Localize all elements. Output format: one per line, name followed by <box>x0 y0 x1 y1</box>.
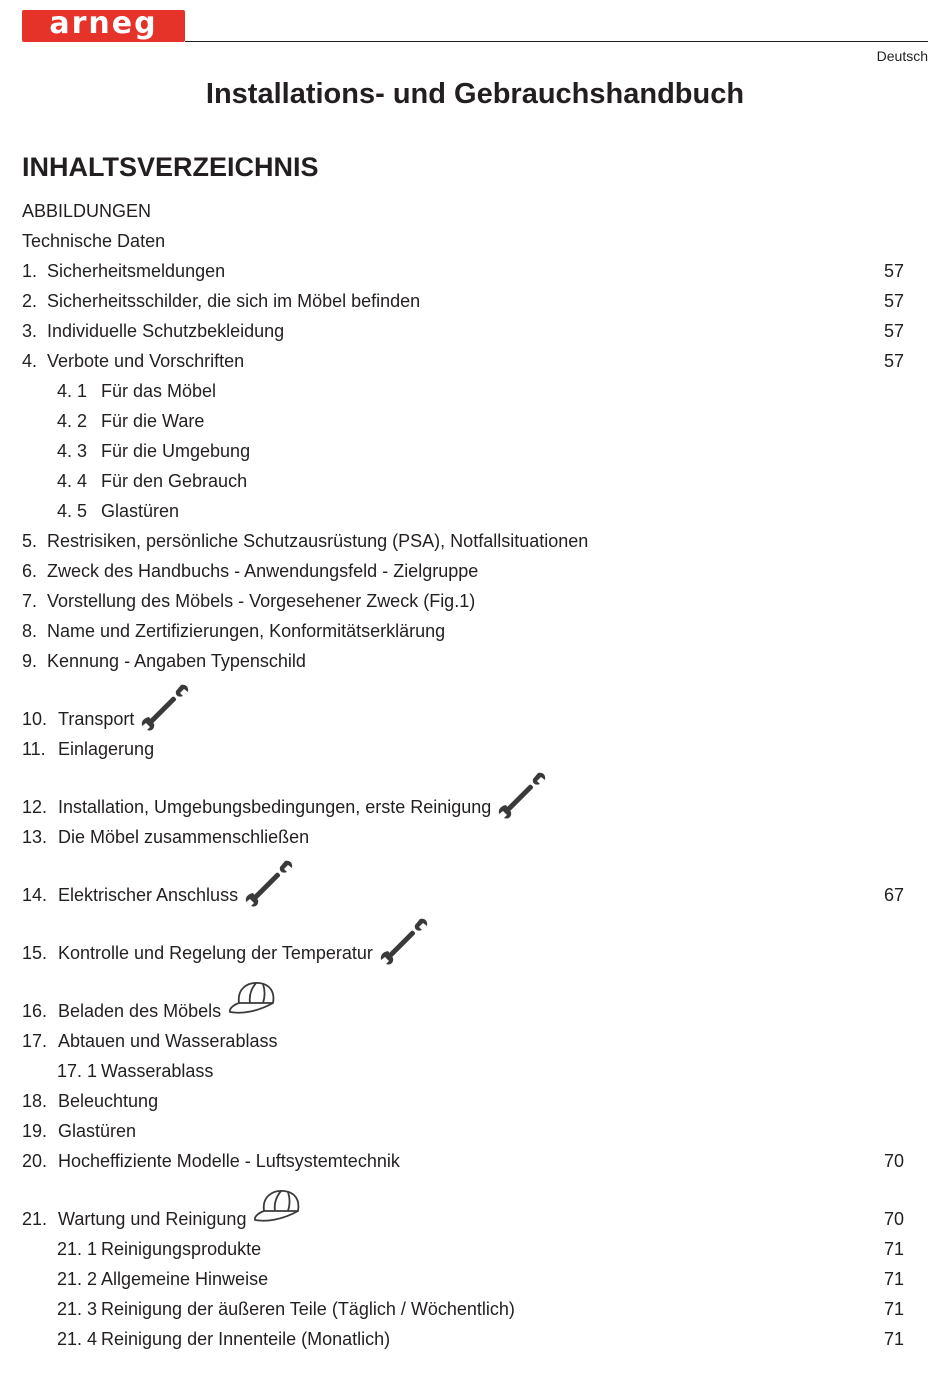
toc-subentry[interactable] <box>22 1324 904 1354</box>
toc-entry-number: 3. <box>22 321 38 341</box>
toc-entry[interactable] <box>22 226 904 256</box>
document-title: Installations- und Gebrauchshandbuch <box>205 78 745 110</box>
arneg-logo <box>22 6 185 42</box>
toc-entry[interactable] <box>22 346 904 376</box>
toc-entry-number: 17. <box>22 1031 48 1051</box>
toc-entry[interactable] <box>22 616 904 646</box>
toc-entry-page: 70 <box>883 1151 904 1171</box>
toc-entry-number: 11. <box>22 739 46 759</box>
toc-entry-number: 21. 3 <box>57 1299 98 1319</box>
toc-entry-label: Für das Möbel <box>101 381 217 401</box>
toc-entry-label: Die Möbel zusammenschließen <box>58 827 310 847</box>
toc-entry-page: 71 <box>883 1269 904 1289</box>
toc-entry[interactable] <box>22 256 904 286</box>
toc-entry-label: Glastüren <box>58 1121 137 1141</box>
toc-entry-number: 4. 4 <box>57 471 88 491</box>
toc-entry-label: Wasserablass <box>101 1061 214 1081</box>
toc-entry-label: Installation, Umgebungsbedingungen, erste Reinigung <box>58 797 492 817</box>
toc-entry[interactable] <box>22 764 904 822</box>
toc-entry-number: 21. 4 <box>57 1329 98 1349</box>
toc-entry-label: Reinigung der Innenteile (Monatlich) <box>101 1329 391 1349</box>
toc-entry-label: Für die Ware <box>101 411 205 431</box>
toc-entry[interactable] <box>22 1026 904 1056</box>
toc-subentry[interactable] <box>22 406 904 436</box>
toc-entry-number: 12. <box>22 797 48 817</box>
toc-entry-number: 4. 5 <box>57 501 88 521</box>
wrench-icon <box>140 683 190 731</box>
toc-entry-label: Vorstellung des Möbels - Vorgesehener Zweck (Fig.1) <box>47 591 476 611</box>
cap-icon <box>227 979 277 1019</box>
toc-entry-label: Kennung - Angaben Typenschild <box>47 651 306 671</box>
toc-entry-number: 4. 1 <box>57 381 88 401</box>
toc-entry-label: Glastüren <box>101 501 180 521</box>
toc-entry-number: 21. 1 <box>57 1239 98 1259</box>
toc-entry[interactable] <box>22 586 904 616</box>
toc-subentry[interactable] <box>22 496 904 526</box>
toc-entry[interactable] <box>22 196 904 226</box>
toc-entry-page: 71 <box>883 1329 904 1349</box>
toc-entry-number: 1. <box>22 261 38 281</box>
toc-entry[interactable] <box>22 556 904 586</box>
language-label: Deutsch <box>876 48 928 64</box>
toc-entry-label: Transport <box>58 709 135 729</box>
toc-entry-number: 5. <box>22 531 38 551</box>
toc-entry-number: 8. <box>22 621 38 641</box>
toc-entry[interactable] <box>22 822 904 852</box>
toc-entry-number: 18. <box>22 1091 48 1111</box>
wrench-icon <box>379 917 429 965</box>
toc-entry-number: 13. <box>22 827 48 847</box>
toc-entry[interactable] <box>22 1176 904 1234</box>
toc-entry-label: Wartung und Reinigung <box>58 1209 247 1229</box>
toc-entry-label: Einlagerung <box>58 739 155 759</box>
toc-entry[interactable] <box>22 1146 904 1176</box>
toc-entry[interactable] <box>22 910 904 968</box>
toc-entry-page: 71 <box>883 1299 904 1319</box>
toc-entry-number: 19. <box>22 1121 48 1141</box>
toc-subentry[interactable] <box>22 1234 904 1264</box>
toc-entry[interactable] <box>22 286 904 316</box>
toc-entry-label: Reinigungsprodukte <box>101 1239 262 1259</box>
toc-entry[interactable] <box>22 676 904 734</box>
toc-entry-page: 57 <box>883 351 904 371</box>
toc-entry-number: 4. 3 <box>57 441 88 461</box>
toc-entry-number: 9. <box>22 651 38 671</box>
toc-entry[interactable] <box>22 852 904 910</box>
toc-entry-label: Reinigung der äußeren Teile (Täglich / Wöchentlich) <box>101 1299 515 1319</box>
toc-entry-page: 71 <box>883 1239 904 1259</box>
toc-entry-number: 2. <box>22 291 38 311</box>
toc-subentry[interactable] <box>22 376 904 406</box>
header-rule <box>185 41 928 42</box>
toc-entry[interactable] <box>22 526 904 556</box>
toc-entry-number: 10. <box>22 709 48 729</box>
toc-entry-label: Name und Zertifizierungen, Konformitätserklärung <box>47 621 446 641</box>
toc-entry[interactable] <box>22 734 904 764</box>
toc-entry-number: 7. <box>22 591 38 611</box>
toc-entry-number: 14. <box>22 885 48 905</box>
toc-entry[interactable] <box>22 968 904 1026</box>
toc-subentry[interactable] <box>22 466 904 496</box>
toc-entry-number: 20. <box>22 1151 48 1171</box>
toc-subentry[interactable] <box>22 1294 904 1324</box>
toc-entry-page: 57 <box>883 261 904 281</box>
toc-entry-label: Technische Daten <box>22 231 166 251</box>
toc-entry-label: Beleuchtung <box>58 1091 159 1111</box>
cap-icon <box>252 1187 302 1227</box>
toc-heading: INHALTSVERZEICHNIS <box>22 152 319 182</box>
logo-text: arneg <box>49 6 158 41</box>
table-of-contents <box>22 196 904 1354</box>
toc-entry-page: 57 <box>883 321 904 341</box>
toc-entry-label: Sicherheitsschilder, die sich im Möbel befinden <box>47 291 421 311</box>
toc-entry-label: Elektrischer Anschluss <box>58 885 239 905</box>
toc-subentry[interactable] <box>22 436 904 466</box>
toc-entry-page: 70 <box>883 1209 904 1229</box>
toc-entry-number: 21. <box>22 1209 48 1229</box>
toc-entry-label: Verbote und Vorschriften <box>47 351 245 371</box>
toc-entry[interactable] <box>22 1086 904 1116</box>
toc-entry-number: 21. 2 <box>57 1269 98 1289</box>
toc-entry[interactable] <box>22 1116 904 1146</box>
toc-entry-page: 57 <box>883 291 904 311</box>
toc-entry-label: Zweck des Handbuchs - Anwendungsfeld - Zielgruppe <box>47 561 479 581</box>
wrench-icon <box>244 859 294 907</box>
toc-subentry[interactable] <box>22 1056 904 1086</box>
toc-subentry[interactable] <box>22 1264 904 1294</box>
toc-entry-label: Individuelle Schutzbekleidung <box>47 321 285 341</box>
toc-entry-label: Restrisiken, persönliche Schutzausrüstung (PSA), Notfallsituationen <box>47 531 589 551</box>
toc-entry-number: 4. 2 <box>57 411 88 431</box>
toc-entry-label: Kontrolle und Regelung der Temperatur <box>58 943 373 963</box>
toc-entry-number: 15. <box>22 943 48 963</box>
toc-entry-label: Beladen des Möbels <box>58 1001 222 1021</box>
toc-entry-label: Für den Gebrauch <box>101 471 248 491</box>
toc-entry-label: Abtauen und Wasserablass <box>58 1031 278 1051</box>
toc-entry-number: 17. 1 <box>57 1061 98 1081</box>
toc-entry-label: Hocheffiziente Modelle - Luftsystemtechnik <box>58 1151 400 1171</box>
toc-entry[interactable] <box>22 316 904 346</box>
toc-entry-label: Sicherheitsmeldungen <box>47 261 226 281</box>
toc-entry-number: 6. <box>22 561 38 581</box>
toc-entry[interactable] <box>22 646 904 676</box>
wrench-icon <box>497 771 547 819</box>
toc-entry-label: Für die Umgebung <box>101 441 251 461</box>
toc-entry-number: 16. <box>22 1001 48 1021</box>
toc-entry-page: 67 <box>883 885 904 905</box>
toc-entry-number: 4. <box>22 351 38 371</box>
toc-entry-label: ABBILDUNGEN <box>22 201 152 221</box>
toc-entry-label: Allgemeine Hinweise <box>101 1269 269 1289</box>
